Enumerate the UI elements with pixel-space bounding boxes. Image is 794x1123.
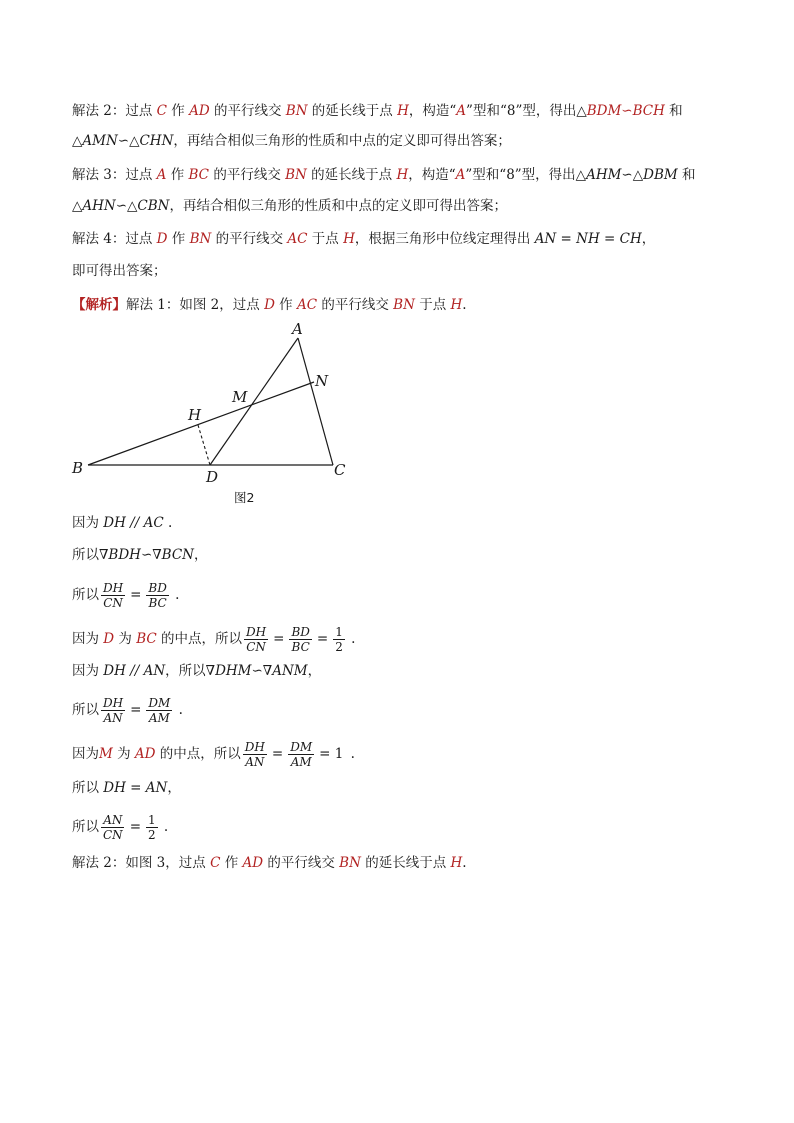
- numerator: DH: [244, 740, 265, 754]
- method4-summary-line1: [72, 230, 655, 248]
- label-a: A: [292, 320, 303, 338]
- numerator: DH: [103, 581, 124, 595]
- text: .: [159, 819, 169, 835]
- fraction: [101, 813, 125, 842]
- text: ，: [194, 547, 208, 563]
- text: 解法 2：过点: [72, 103, 157, 119]
- segment-label: BN: [285, 167, 307, 183]
- text: 解法 3：过点: [72, 167, 157, 183]
- text: ，所以: [165, 663, 206, 679]
- text: 的平行线交: [209, 103, 286, 119]
- text: ，: [167, 780, 181, 796]
- numerator: 1: [335, 625, 343, 639]
- text: ”型和“8”型，得出△: [465, 167, 587, 183]
- text: 解法 4：过点: [72, 231, 157, 247]
- numerator: BD: [148, 581, 167, 595]
- similarity-expr: AHM∽△DBM: [586, 167, 678, 183]
- denominator: AN: [103, 711, 123, 725]
- similarity-expr: BDM∽BCH: [586, 103, 665, 119]
- text: 的延长线于点: [306, 167, 397, 183]
- point-label: M: [99, 746, 113, 762]
- text: 的平行线交: [317, 297, 394, 313]
- text: 所以: [72, 547, 99, 563]
- label-c: C: [334, 461, 346, 479]
- numerator: BD: [291, 625, 310, 639]
- point-label: D: [156, 231, 168, 247]
- denominator: BC: [291, 640, 310, 654]
- equals-sign: =: [316, 631, 329, 647]
- point-label: C: [156, 103, 168, 119]
- fraction: [146, 581, 168, 610]
- text: 所以: [72, 587, 99, 603]
- fraction: [146, 696, 172, 725]
- text: 作: [274, 297, 297, 313]
- shape-label: A: [456, 103, 467, 119]
- label-m: M: [232, 388, 248, 406]
- text: .: [346, 746, 355, 762]
- numerator: 1: [148, 813, 156, 827]
- fraction: [289, 625, 311, 654]
- segment-label: BC: [136, 631, 157, 647]
- text: ，构造“: [408, 167, 456, 183]
- text: 于点: [414, 297, 451, 313]
- point-label: H: [396, 167, 409, 183]
- equation: AN = NH = CH: [534, 231, 642, 247]
- text: .: [462, 855, 467, 871]
- numerator: DH: [246, 625, 267, 639]
- label-n: N: [315, 372, 329, 390]
- step-3: [72, 578, 179, 612]
- text: ”型和“8”型，得出△: [466, 103, 587, 119]
- segment-label: AD: [189, 103, 210, 119]
- text: 的平行线交: [209, 167, 286, 183]
- numerator: AN: [103, 813, 123, 827]
- equals-sign: =: [129, 819, 141, 835]
- step-6: [72, 693, 183, 727]
- segment-label: BN: [393, 297, 415, 313]
- segment-label: BN: [285, 103, 308, 119]
- step-9: [72, 810, 168, 844]
- method2-summary-line2: [72, 132, 511, 150]
- shape-label: A: [455, 167, 466, 183]
- figure-caption: 图2: [234, 490, 255, 505]
- denominator: 2: [148, 828, 156, 842]
- fraction: [244, 625, 268, 654]
- text: 所以: [72, 819, 99, 835]
- text: .: [346, 631, 356, 647]
- denominator: AN: [245, 755, 265, 769]
- label-h: H: [188, 406, 202, 424]
- denominator: CN: [246, 640, 266, 654]
- text: 作: [220, 855, 243, 871]
- step-1: [72, 514, 172, 532]
- text: 作: [167, 103, 190, 119]
- text: 因为: [72, 515, 104, 531]
- segment-label: AC: [287, 231, 308, 247]
- point-label: D: [264, 297, 275, 313]
- text: 的平行线交: [211, 231, 288, 247]
- text: 为: [114, 631, 137, 647]
- equals-sign: =: [273, 631, 285, 647]
- segment-label: BN: [189, 231, 212, 247]
- point-label: A: [156, 167, 167, 183]
- similarity-expr: AMN∽△CHN: [82, 133, 174, 149]
- fraction: [101, 696, 125, 725]
- text: .: [462, 297, 467, 313]
- text: 所以: [72, 780, 104, 796]
- point-label: H: [397, 103, 409, 119]
- label-b: B: [72, 459, 84, 477]
- text: 所以: [72, 702, 99, 718]
- expression: DH = AN: [103, 780, 168, 796]
- triangle-figure: [70, 318, 370, 490]
- step-5: [72, 662, 321, 680]
- text: △: [72, 198, 83, 214]
- denominator: 2: [335, 640, 343, 654]
- text: .: [163, 515, 173, 531]
- equals-sign: =: [130, 702, 142, 718]
- method2-summary-line1: [72, 102, 683, 120]
- segment-label: AD: [134, 746, 156, 762]
- denominator: AM: [148, 711, 170, 725]
- similarity-expr: AHN∽△CBN: [82, 198, 170, 214]
- method2-start: [72, 854, 467, 872]
- segment-label: AC: [296, 297, 318, 313]
- segment-label: AD: [242, 855, 264, 871]
- analysis-heading: [72, 296, 467, 314]
- text: 于点: [307, 231, 344, 247]
- text: 的平行线交: [263, 855, 340, 871]
- text: 作: [167, 231, 190, 247]
- segment-dh-dashed: [198, 425, 210, 465]
- numerator: DM: [290, 740, 313, 754]
- text: 和: [664, 103, 683, 119]
- segment-label: BN: [339, 855, 361, 871]
- text: 作: [166, 167, 189, 183]
- step-7: [72, 737, 355, 771]
- text: 因为: [72, 631, 104, 647]
- label-d: D: [206, 468, 219, 486]
- method3-summary-line1: [72, 166, 695, 184]
- point-label: C: [210, 855, 221, 871]
- analysis-tag: 【解析】: [72, 297, 126, 313]
- text: ，根据三角形中位线定理得出: [354, 231, 535, 247]
- fraction: [101, 581, 125, 610]
- expression: ∇BDH∽∇BCN: [99, 547, 194, 563]
- step-8: [72, 779, 181, 797]
- expression: DH // AC: [103, 515, 164, 531]
- fraction: [243, 740, 267, 769]
- step-2: [72, 546, 208, 564]
- text: ，再结合相似三角形的性质和中点的定义即可得出答案；: [173, 133, 511, 149]
- text: ，再结合相似三角形的性质和中点的定义即可得出答案；: [169, 198, 507, 214]
- fraction: [333, 625, 345, 654]
- text: 因为: [72, 663, 104, 679]
- text: .: [174, 702, 183, 718]
- step-4: [72, 622, 355, 656]
- method4-summary-line2: [72, 262, 167, 280]
- point-label: H: [343, 231, 355, 247]
- text: ，: [641, 231, 656, 247]
- denominator: CN: [103, 596, 123, 610]
- text: 的中点，所以: [155, 746, 241, 762]
- numerator: DH: [103, 696, 124, 710]
- denominator: CN: [103, 828, 123, 842]
- text: △: [72, 133, 83, 149]
- segment-ac: [298, 338, 333, 465]
- expression: ∇DHM∽∇ANM: [205, 663, 308, 679]
- expression: DH // AN: [103, 663, 166, 679]
- text: 的延长线于点: [307, 103, 398, 119]
- denominator: AM: [290, 755, 312, 769]
- segment-ad: [210, 338, 298, 465]
- text: 的延长线于点: [360, 855, 451, 871]
- text: 为: [112, 746, 135, 762]
- segment-label: BC: [188, 167, 210, 183]
- equals-sign: =: [130, 587, 142, 603]
- method3-summary-line2: [72, 197, 507, 215]
- numerator: DM: [148, 696, 171, 710]
- text: 解法 2：如图 3，过点: [72, 855, 211, 871]
- text: ，构造“: [408, 103, 457, 119]
- text: 即可得出答案；: [72, 263, 167, 279]
- point-label: H: [450, 855, 463, 871]
- fraction: [146, 813, 158, 842]
- text: 和: [677, 167, 696, 183]
- text: 因为: [72, 746, 99, 762]
- text: 的中点，所以: [156, 631, 243, 647]
- equals-sign: =: [271, 746, 284, 762]
- fraction: [288, 740, 314, 769]
- text: 解法 1：如图 2，过点: [126, 297, 265, 313]
- point-label: D: [103, 631, 115, 647]
- denominator: BC: [148, 596, 167, 610]
- equation-rhs: = 1: [319, 746, 344, 762]
- text: .: [170, 587, 180, 603]
- point-label: H: [450, 297, 463, 313]
- text: ，: [307, 663, 322, 679]
